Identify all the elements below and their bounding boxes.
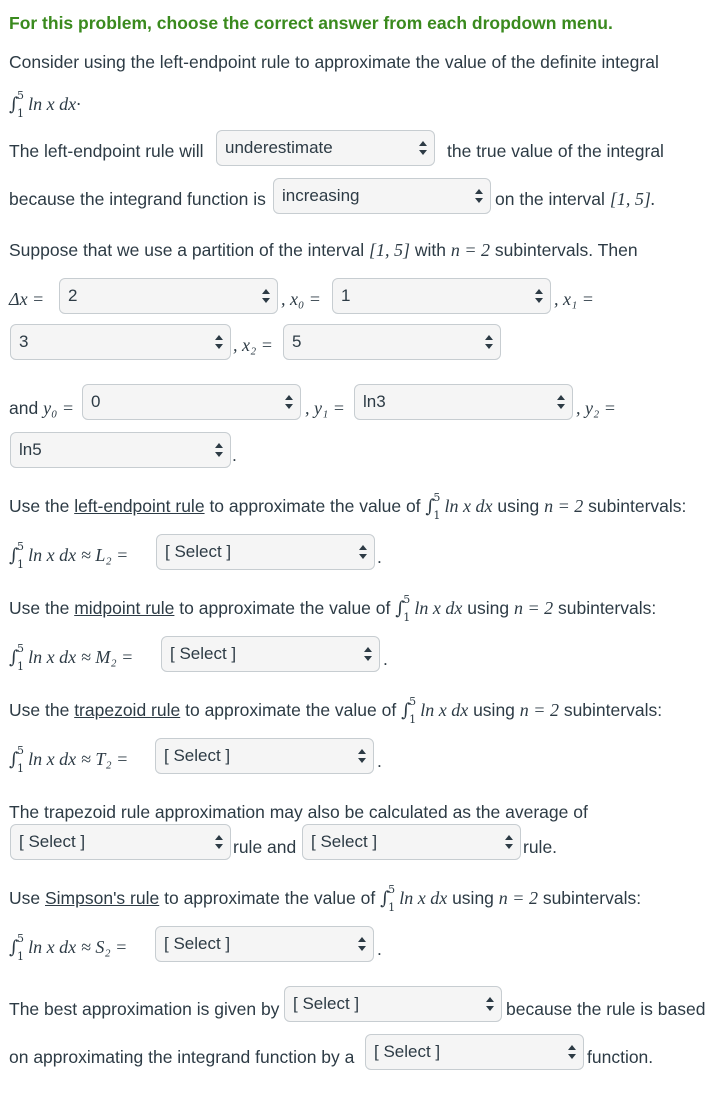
y1-dropdown[interactable]: ln3 [354,384,573,420]
x1-dropdown[interactable]: 3 [10,324,231,360]
y1-label: , y₁ = [305,398,345,418]
function-behavior-dropdown[interactable]: increasing [273,178,491,214]
best-after: because the rule is based [506,999,706,1019]
chevron-updown-icon [214,334,224,350]
partition-text: Suppose that we use a partition of the interval [1, 5] with n = 2 subintervals. Then [9,240,638,260]
chevron-updown-icon [261,288,271,304]
t2-dropdown[interactable]: [ Select ] [155,738,374,774]
chevron-updown-icon [284,394,294,410]
chevron-updown-icon [418,140,428,156]
chevron-updown-icon [363,646,373,662]
avg-rule2-dropdown[interactable]: [ Select ] [302,824,521,860]
simpson-question: Use Simpson's rule to approximate the value of ∫ 5 1 ln x dx using n = 2 subintervals: [9,883,642,914]
m2-label: ∫ 5 1 ln x dx ≈ M₂ = [9,642,134,673]
chevron-updown-icon [556,394,566,410]
avg-rule1-dropdown[interactable]: [ Select ] [10,824,231,860]
midpoint-rule-link[interactable]: midpoint rule [74,598,175,618]
y0-dropdown[interactable]: 0 [82,384,301,420]
dx-dropdown[interactable]: 2 [59,278,278,314]
chevron-updown-icon [485,996,495,1012]
best-before: The best approximation is given by [9,999,280,1019]
intro-integral: ∫ 5 1 ln x dx· [9,89,81,120]
x0-label: , x₀ = [281,289,321,309]
chevron-updown-icon [214,834,224,850]
sentence2-before: because the integrand function is [9,189,266,209]
best-rule-dropdown[interactable]: [ Select ] [284,986,502,1022]
chevron-updown-icon [214,442,224,458]
x1-label: , x₁ = [554,289,594,309]
y2-dropdown[interactable]: ln5 [10,432,231,468]
simpsons-rule-link[interactable]: Simpson's rule [45,888,160,908]
trapezoid-rule-link[interactable]: trapezoid rule [74,700,181,720]
chevron-updown-icon [484,334,494,350]
s2-period: . [377,939,382,959]
t2-label: ∫ 5 1 ln x dx ≈ T₂ = [9,744,129,775]
chevron-updown-icon [357,748,367,764]
instruction-heading: For this problem, choose the correct answer from each dropdown menu. [9,13,613,33]
average-end: rule. [523,837,558,857]
chevron-updown-icon [504,834,514,850]
estimate-dropdown[interactable]: underestimate [216,130,435,166]
trap-question: Use the trapezoid rule to approximate the value of ∫ 5 1 ln x dx using n = 2 subintervals: [9,695,663,726]
dx-label: Δx = [9,289,45,309]
x2-dropdown[interactable]: 5 [283,324,501,360]
l2-label: ∫ 5 1 ln x dx ≈ L₂ = [9,540,129,571]
best-line2: on approximating the integrand function by a [9,1047,355,1067]
x0-dropdown[interactable]: 1 [332,278,551,314]
left-question: Use the left-endpoint rule to approximate the value of ∫ 5 1 ln x dx using n = 2 subintervals: [9,491,687,522]
t2-period: . [377,751,382,771]
y0-label: and y₀ = [9,398,74,418]
sentence1-before: The left-endpoint rule will [9,141,204,161]
y2-period: . [232,445,237,465]
average-and: rule and [233,837,297,857]
chevron-updown-icon [534,288,544,304]
s2-label: ∫ 5 1 ln x dx ≈ S₂ = [9,932,128,963]
y2-label: , y₂ = [576,398,616,418]
chevron-updown-icon [357,936,367,952]
s2-dropdown[interactable]: [ Select ] [155,926,374,962]
x2-label: , x₂ = [233,335,273,355]
sentence2-after: on the interval [1, 5]. [495,189,656,209]
intro-text: Consider using the left-endpoint rule to approximate the value of the definite integral [9,52,659,72]
approx-function-dropdown[interactable]: [ Select ] [365,1034,584,1070]
mid-question: Use the midpoint rule to approximate the value of ∫ 5 1 ln x dx using n = 2 subintervals: [9,593,657,624]
chevron-updown-icon [474,188,484,204]
m2-period: . [383,649,388,669]
average-text: The trapezoid rule approximation may also be calculated as the average of [9,802,588,822]
sentence1-after: the true value of the integral [447,141,664,161]
m2-dropdown[interactable]: [ Select ] [161,636,380,672]
l2-period: . [377,547,382,567]
l2-dropdown[interactable]: [ Select ] [156,534,375,570]
chevron-updown-icon [567,1044,577,1060]
chevron-updown-icon [358,544,368,560]
best-end: function. [587,1047,654,1067]
left-endpoint-rule-link[interactable]: left-endpoint rule [74,496,205,516]
